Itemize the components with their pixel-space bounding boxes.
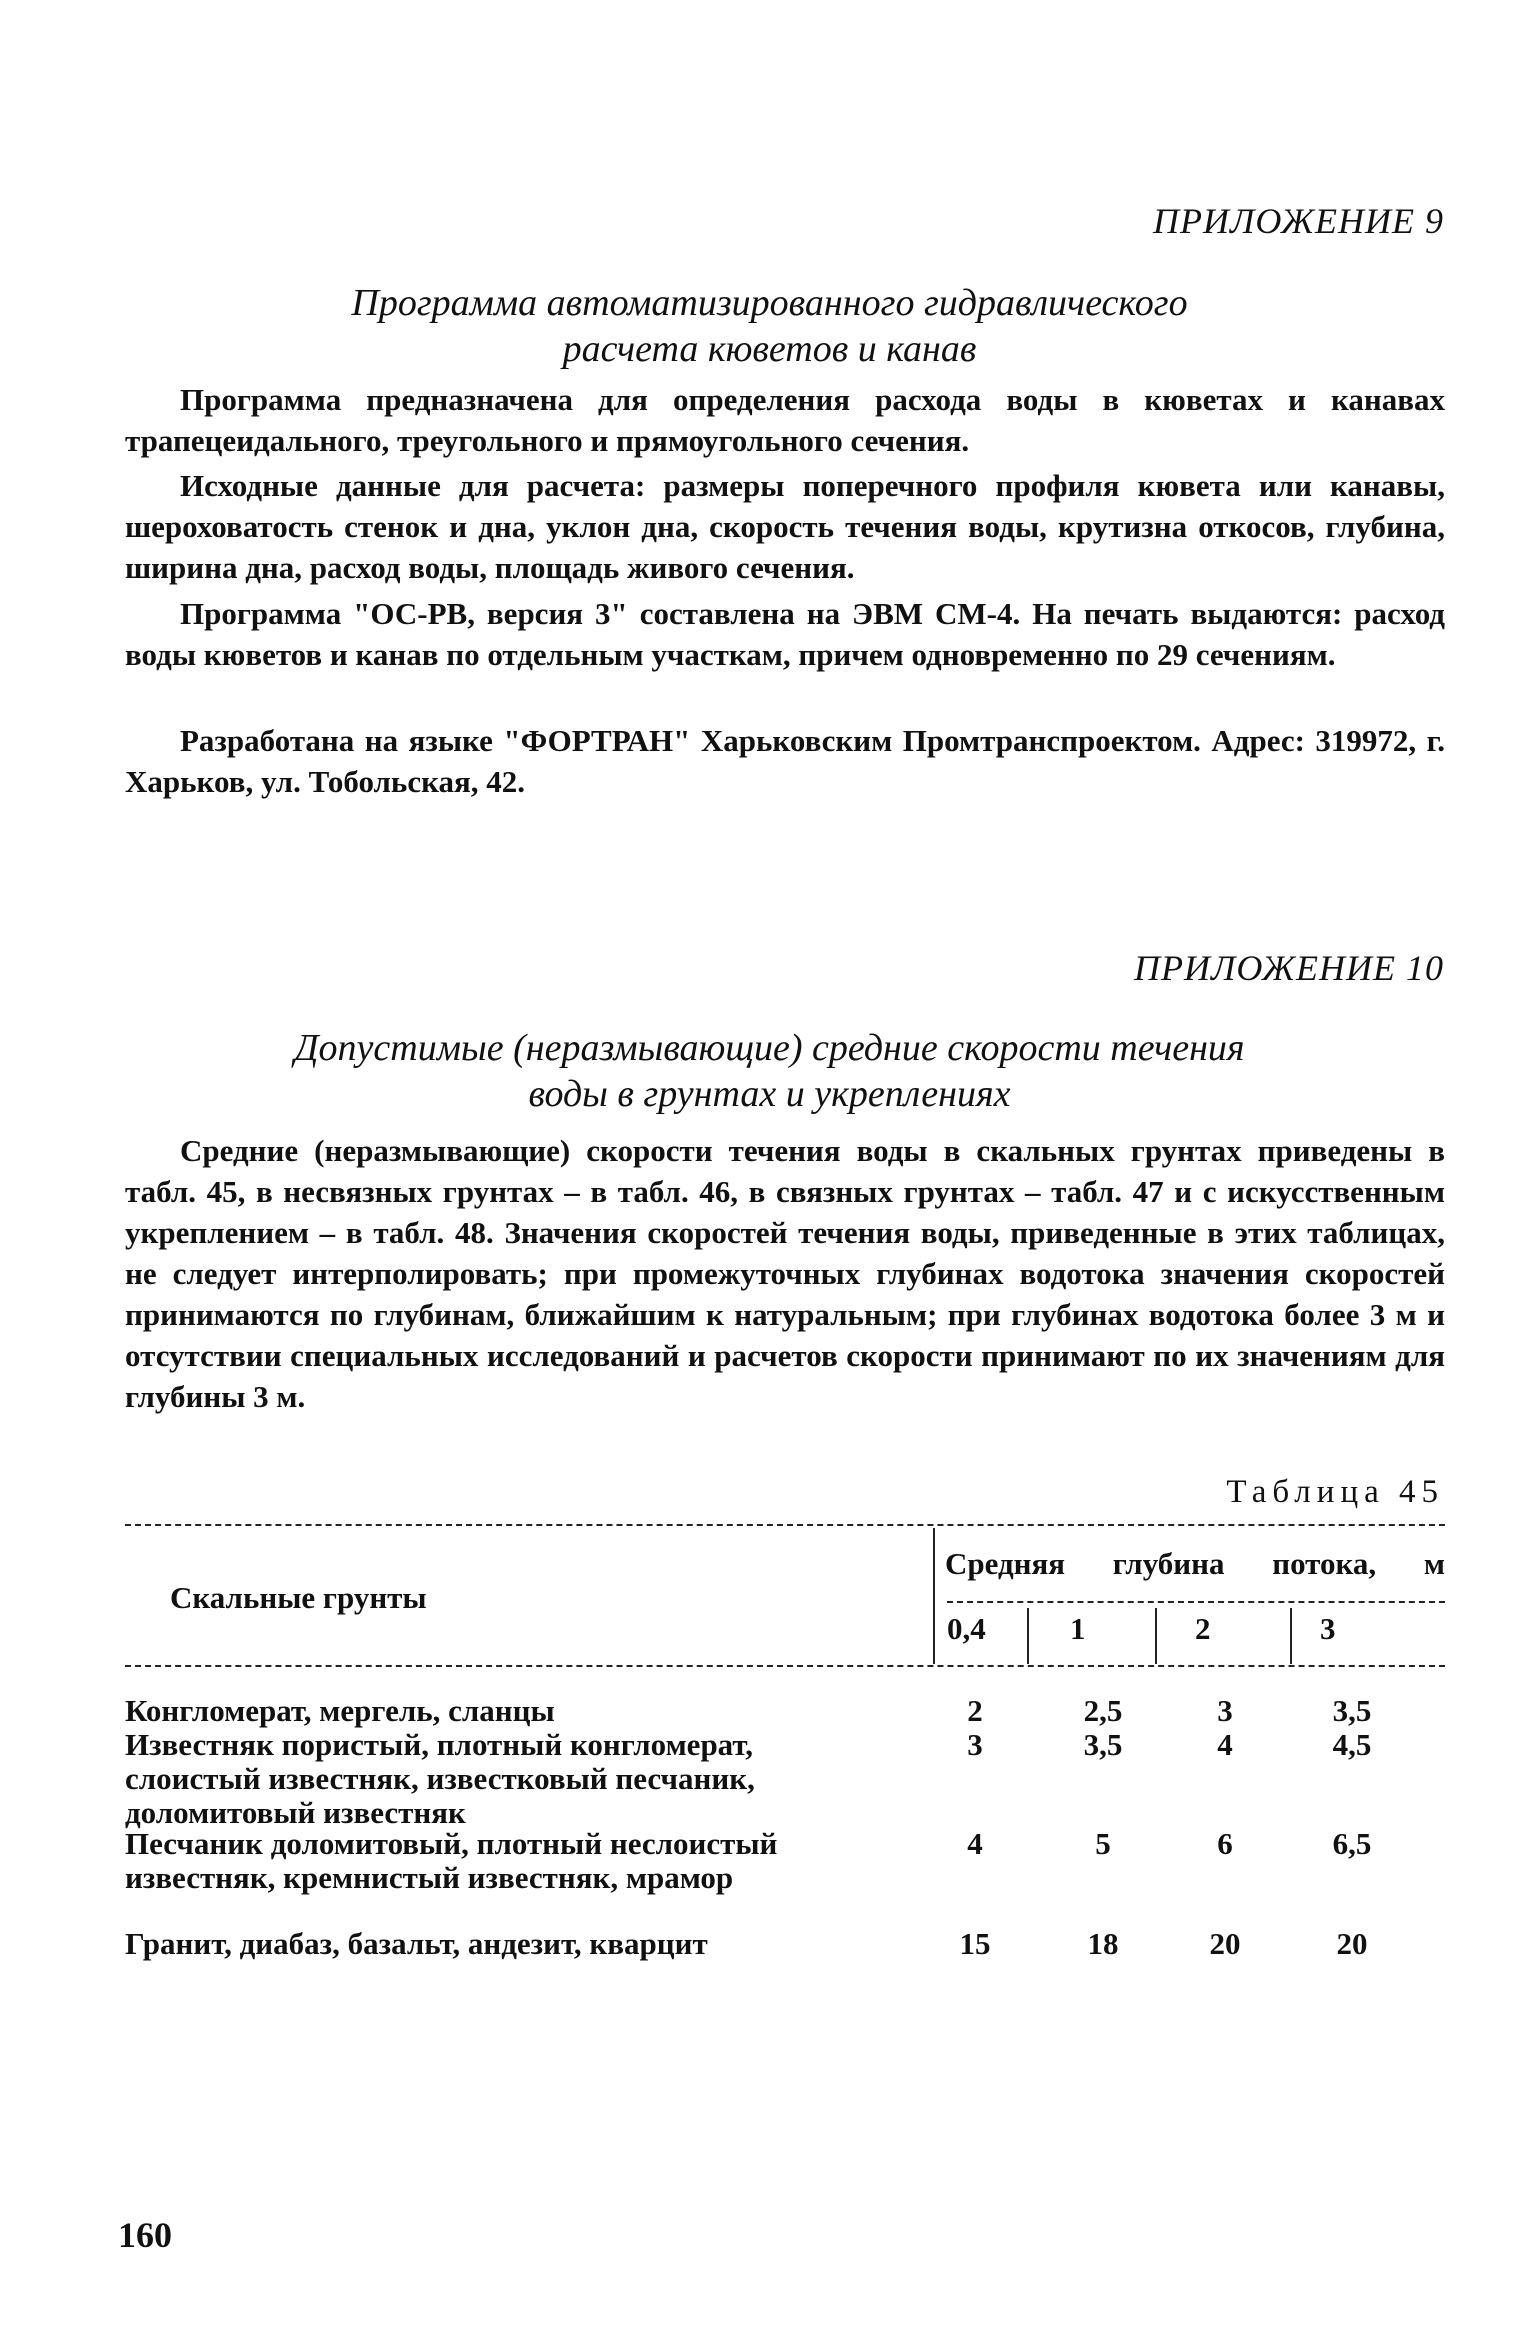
row-soil-name: Конгломерат, мергель, сланцы [125, 1693, 555, 1728]
table-header-bottom-rule [125, 1665, 1445, 1667]
table-45-caption: Таблица 45 [1226, 1474, 1444, 1510]
appendix-10-label: ПРИЛОЖЕНИЕ 10 [1134, 948, 1444, 988]
appendix-9-title-line-2: расчета кюветов и канав [562, 328, 977, 370]
value-depth-1: 5 [1095, 1826, 1111, 1861]
value-depth-2: 3 [1217, 1693, 1233, 1728]
depth-header-1: 1 [1070, 1611, 1086, 1646]
value-depth-1: 2,5 [1083, 1693, 1123, 1728]
value-depth-0-4: 2 [967, 1693, 983, 1728]
header-sub-rule [947, 1601, 1445, 1603]
value-depth-0-4: 15 [959, 1926, 991, 1961]
value-depth-1: 18 [1087, 1926, 1119, 1961]
appendix-9-paragraph-4: Разработана на языке "ФОРТРАН" Харьковским Промтранспроектом. Адрес: 319972, г. Харьков, ул. Тобольская, 42. [125, 723, 1445, 799]
appendix-10-title-line-1: Допустимые (неразмывающие) средние скорости течения [294, 1027, 1245, 1069]
table-top-rule [125, 1524, 1445, 1526]
column-header-rock-soils: Скальные грунты [170, 1580, 427, 1615]
value-depth-3: 3,5 [1332, 1693, 1372, 1728]
depth-header-0-4: 0,4 [947, 1611, 986, 1646]
header-word: глубина [1112, 1546, 1225, 1581]
table-45-header [125, 1524, 1445, 1669]
value-depth-2: 6 [1217, 1826, 1233, 1861]
appendix-9-paragraph-2: Исходные данные для расчета: размеры поперечного профиля кювета или канавы, шероховатость стенок и дна, уклон дна, скорость течения воды, крутизна откосов, глубина, ширина дна, расход воды, площадь живого сечения. [125, 468, 1445, 585]
header-word: потока, [1272, 1546, 1377, 1581]
value-depth-3: 6,5 [1332, 1826, 1372, 1861]
appendix-9-paragraph-3: Программа "ОС-РВ, версия 3" составлена на ЭВМ СМ-4. На печать выдаются: расход воды кюветов и канав по отдельным участкам, причем одновременно по 29 сечениям. [125, 596, 1445, 672]
appendix-9-label: ПРИЛОЖЕНИЕ 9 [1153, 201, 1444, 241]
depth-divider [1027, 1608, 1029, 1664]
depth-divider [1155, 1608, 1157, 1664]
appendix-9-title [0, 280, 1539, 372]
depth-header-2: 2 [1195, 1611, 1211, 1646]
header-divider [933, 1528, 935, 1664]
depth-divider [1290, 1608, 1292, 1664]
depth-header-3: 3 [1320, 1611, 1336, 1646]
appendix-10-paragraph: Средние (неразмывающие) скорости течения воды в скальных грунтах приведены в табл. 45, в несвязных грунтах – в табл. 46, в связных грунтах – табл. 47 и с искусственным укреплением – в табл. 48. Значения скоростей течения воды, приведенные в этих таблицах, не следует интерполировать; при промежуточных глубинах водотока значения скоростей принимаются по глубинам, ближайшим к натуральным; при глубинах водотока более 3 м и отсутствии специальных исследований и расчетов скорости принимают по их значениям для глубины 3 м. [125, 1133, 1445, 1414]
appendix-10-title-line-2: воды в грунтах и укреплениях [528, 1073, 1011, 1115]
row-soil-name: Известняк пористый, плотный конгломерат, слоистый известняк, известковый песчаник, доломитовый известняк [125, 1727, 755, 1830]
page-number: 160 [118, 2215, 172, 2255]
value-depth-3: 4,5 [1332, 1727, 1372, 1762]
appendix-10-title [0, 1025, 1539, 1117]
column-header-mean-depth [945, 1546, 1445, 1582]
row-soil-name: Песчаник доломитовый, плотный неслоистый известняк, кремнистый известняк, мрамор [125, 1826, 778, 1895]
appendix-9-title-line-1: Программа автоматизированного гидравлического [351, 282, 1188, 324]
value-depth-1: 3,5 [1083, 1727, 1123, 1762]
value-depth-0-4: 4 [967, 1826, 983, 1861]
value-depth-2: 20 [1209, 1926, 1241, 1961]
value-depth-0-4: 3 [967, 1727, 983, 1762]
header-word: Средняя [945, 1546, 1066, 1581]
header-word: м [1423, 1546, 1445, 1581]
value-depth-3: 20 [1336, 1926, 1368, 1961]
value-depth-2: 4 [1217, 1727, 1233, 1762]
appendix-9-paragraph-1: Программа предназначена для определения расхода воды в кюветах и канавах трапецеидального, треугольного и прямоугольного сечения. [125, 382, 1445, 458]
row-soil-name: Гранит, диабаз, базальт, андезит, кварцит [125, 1926, 708, 1961]
